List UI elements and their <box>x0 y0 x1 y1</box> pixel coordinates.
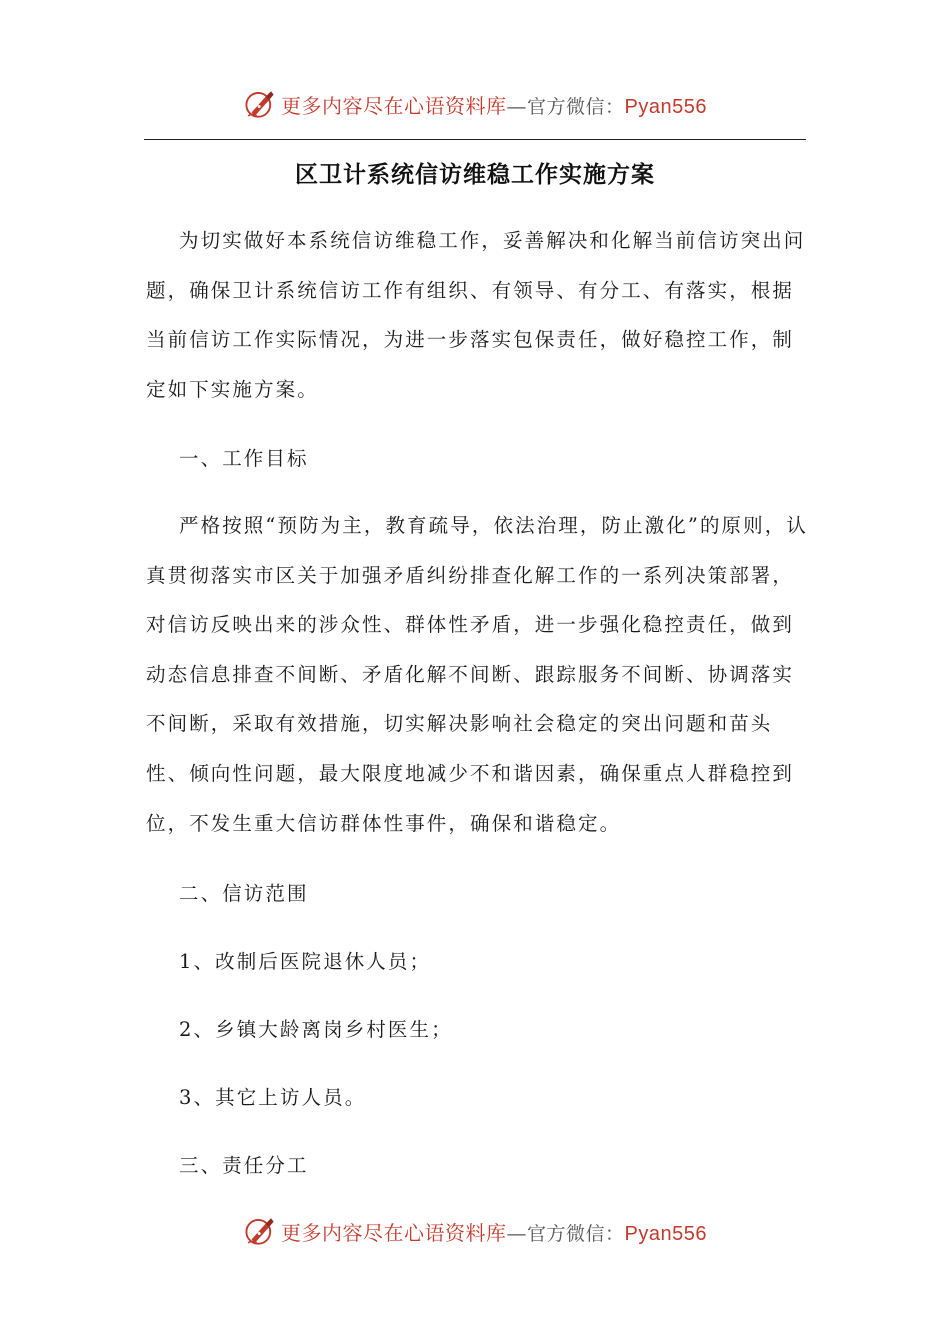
pen-nib-logo-icon <box>243 87 277 121</box>
intro-paragraph: 为切实做好本系统信访维稳工作，妥善解决和化解当前信访突出问题，确保卫计系统信访工作有组织、有领导、有分工、有落实，根据当前信访工作实际情况，为进一步落实包保责任，做好稳控工作，制定如下实施方案。 <box>146 229 806 401</box>
scope-list-item: 3、其它上访人员。 <box>179 1086 367 1109</box>
goals-paragraph: 严格按照“预防为主，教育疏导，依法治理，防止激化”的原则，认真贯彻落实市区关于加强矛盾纠纷排查化解工作的一系列决策部署，对信访反映出来的涉众性、群体性矛盾，进一步强化稳控责任，做到动态信息排查不间断、矛盾化解不间断、跟踪服务不间断、协调落实不间断，采取有效措施，切实解决影响社会稳定的突出问题和苗头性、倾向性问题，最大限度地减少不和谐因素，确保重点人群稳控到位，不发生重大信访群体性事件，确保和谐稳定。 <box>146 514 808 835</box>
pen-nib-logo-icon <box>243 1214 277 1248</box>
banner-separator: — <box>506 1220 527 1245</box>
brand-name: 更多内容尽在心语资料库 <box>281 93 507 118</box>
section-heading-goals: 一、工作目标 <box>179 447 309 470</box>
wechat-id: Pyan556 <box>624 95 707 118</box>
wechat-label: 官方微信： <box>527 1222 625 1245</box>
document-title: 区卫计系统信访维稳工作实施方案 <box>295 162 655 188</box>
section-heading-scope: 二、信访范围 <box>179 882 309 905</box>
wechat-id: Pyan556 <box>624 1222 707 1245</box>
banner-text <box>281 90 707 119</box>
banner-text <box>281 1217 707 1246</box>
wechat-label: 官方微信： <box>527 95 625 118</box>
header-divider <box>144 139 806 140</box>
scope-list-item: 2、乡镇大龄离岗乡村医生； <box>179 1018 453 1041</box>
footer-banner <box>0 1209 950 1253</box>
scope-list-item: 1、改制后医院退休人员； <box>179 950 432 973</box>
section-heading-responsibilities: 三、责任分工 <box>179 1154 309 1177</box>
brand-name: 更多内容尽在心语资料库 <box>281 1220 507 1245</box>
banner-separator: — <box>506 93 527 118</box>
header-banner <box>0 82 950 126</box>
